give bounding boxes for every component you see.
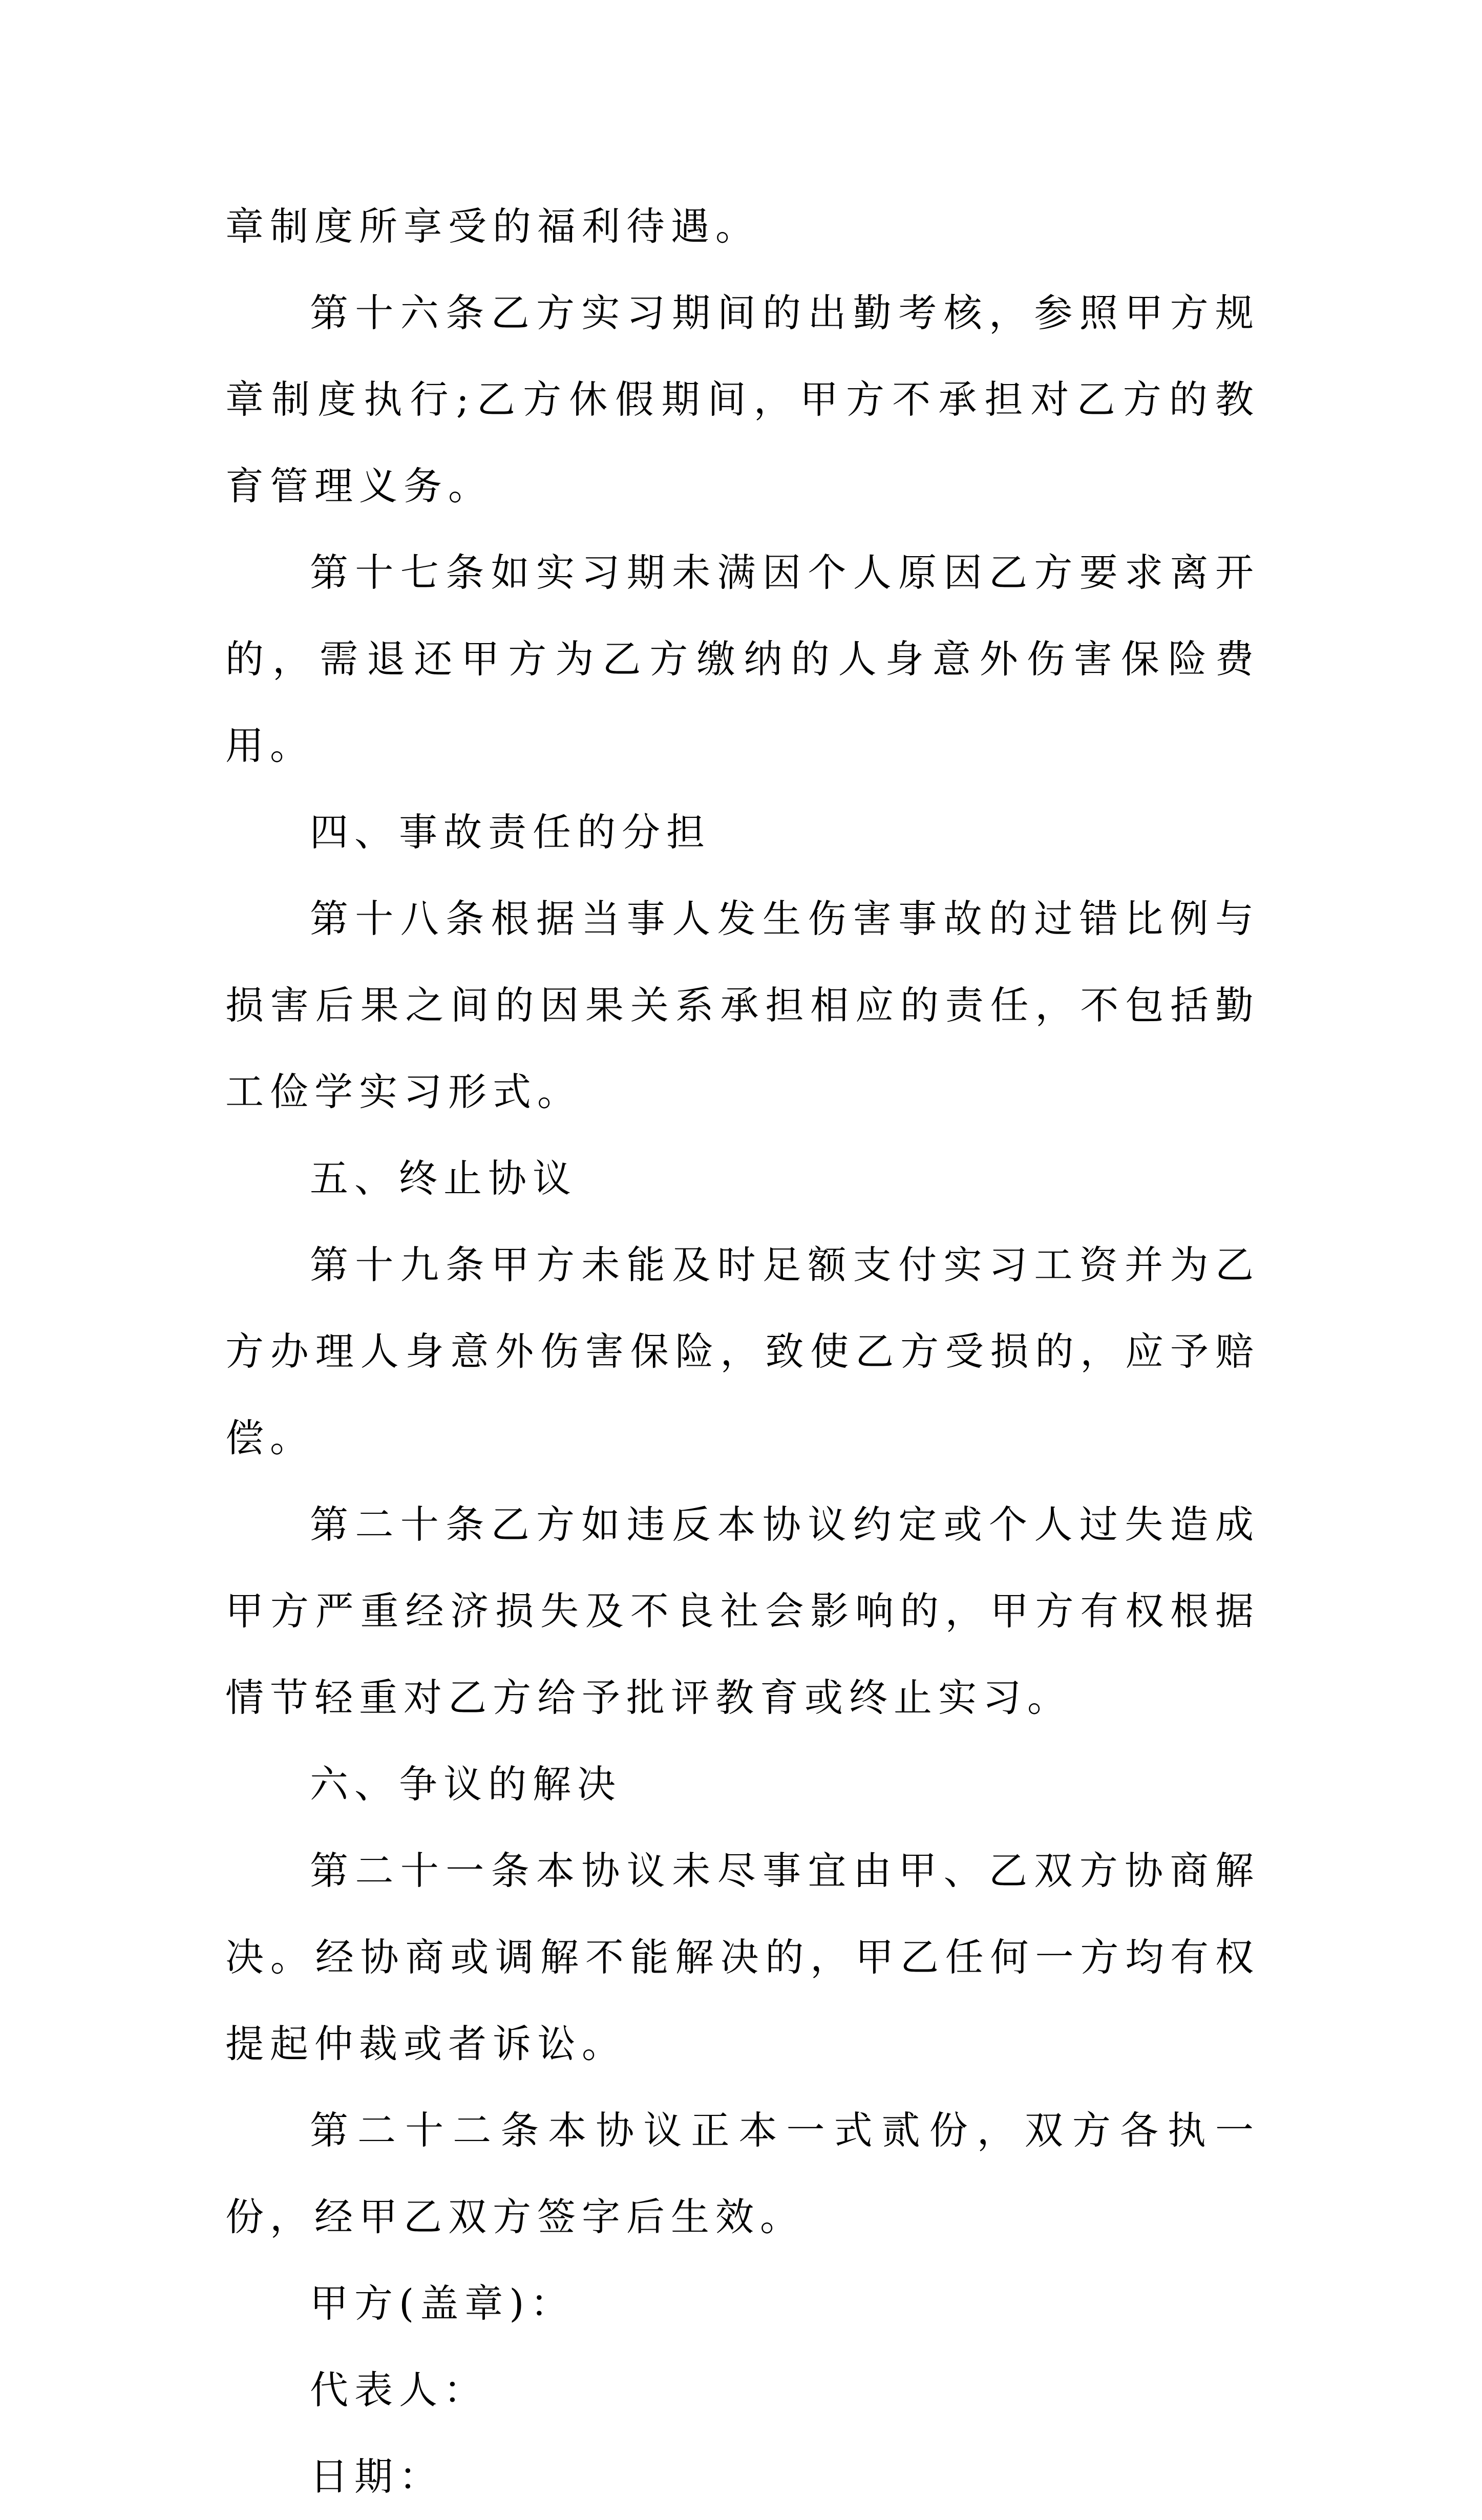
paragraph-article-22: 第二十二条本协议正本一式贰份，双方各执一份，经甲乙双方签字后生效。 [225,2108,1260,2239]
signature-party-a-seal: 甲方(盖章)： [310,2281,575,2326]
paragraph-article-19: 第十九条甲方未能及时足额支付实习工资并为乙方办理人身意外伤害保险，致使乙方受损的，应予赔偿。 [225,1242,1260,1460]
paragraph-article-21: 第二十一条本协议未尽事宜由甲、乙双方协商解决。经协商或调解不能解决的，甲乙任何一方均有权提起仲裁或者诉讼。 [225,1848,1260,2066]
document-body [225,183,1260,2520]
signature-representative: 代表人： [310,2367,489,2412]
section-heading-accident-liability: 四、事故责任的分担 [310,810,711,855]
paragraph-article-20: 第二十条乙方如违反本协议约定或个人过失造成甲方严重经济损失及不良社会影响的，甲方有权根据情节轻重对乙方给予批评教育或终止实习。 [225,1502,1260,1720]
paragraph-article-18: 第十八条根据当事人发生伤害事故的过错比例与损害后果之间的因果关系承担相应的责任，不包括勤工俭学实习形式。 [225,896,1260,1114]
section-heading-dispute-resolution: 六、争议的解决 [310,1762,622,1807]
section-heading-termination: 五、终止协议 [310,1156,578,1201]
paragraph-article-16: 第十六条乙方实习期间的出勤考核，参照甲方规章制度执行;乙方休假期间，甲方不承担对乙方的教育管理义务。 [225,290,1260,509]
signature-date: 日期： [310,2454,444,2499]
paragraph-welfare-continuation: 章制度所享受的福利待遇。 [225,204,760,249]
paragraph-article-17: 第十七条如实习期未满因个人原因乙方要求离开的，需退还甲方为乙方缴纳的人身意外伤害保险费用。 [225,550,1260,768]
